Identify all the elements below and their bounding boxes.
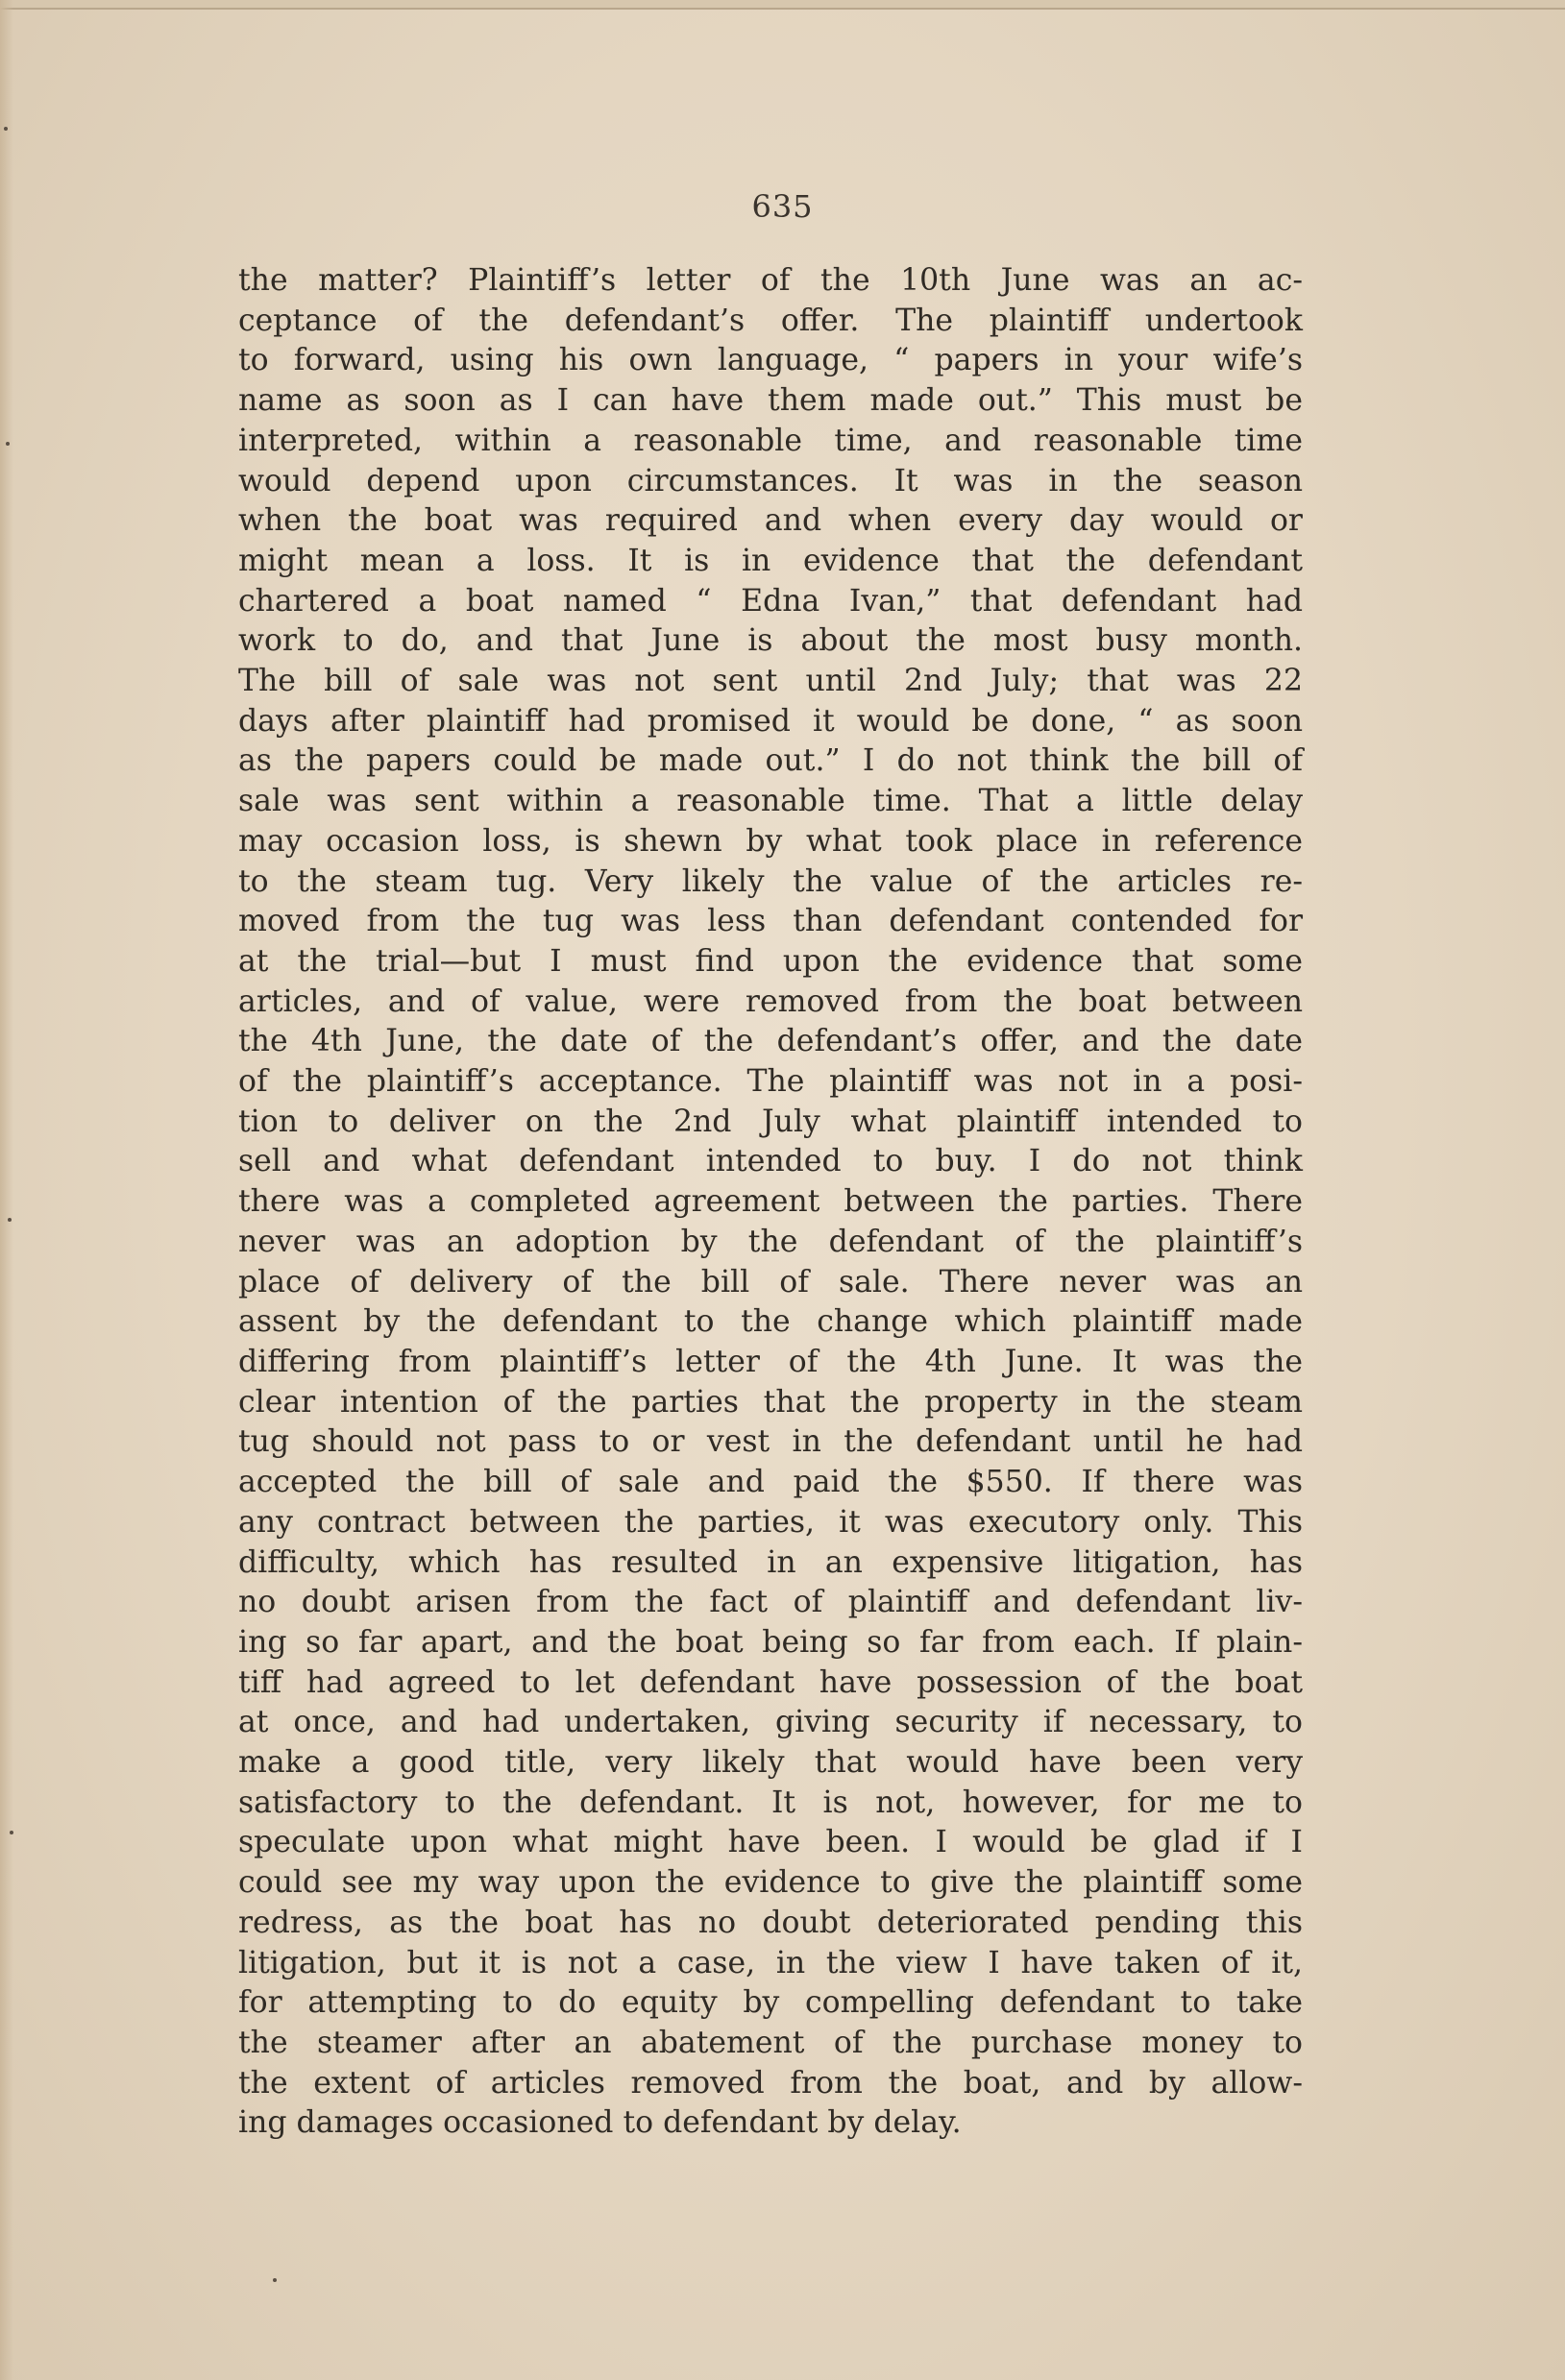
paper-speck xyxy=(8,1218,12,1222)
text-line: no doubt arisen from the fact of plaintiff and defendant liv- xyxy=(238,1585,1303,1620)
text-line: differing from plaintiff’s letter of the 4th June. It was the xyxy=(238,1344,1303,1379)
text-line: at once, and had undertaken, giving security if necessary, to xyxy=(238,1705,1303,1740)
text-line: moved from the tug was less than defendant contended for xyxy=(238,904,1303,939)
text-line: sale was sent within a reasonable time. That a little delay xyxy=(238,784,1303,819)
text-line: days after plaintiff had promised it would be done, “ as soon xyxy=(238,703,1303,739)
text-line: make a good title, very likely that would have been very xyxy=(238,1745,1303,1781)
paper-speck xyxy=(273,2278,277,2282)
text-line: any contract between the parties, it was executory only. This xyxy=(238,1504,1303,1540)
text-line: of the plaintiff’s acceptance. The plaintiff was not in a posi- xyxy=(238,1064,1303,1100)
text-line: assent by the defendant to the change which plaintiff made xyxy=(238,1304,1303,1340)
text-line: name as soon as I can have them made out.” This must be xyxy=(238,383,1303,419)
text-line: the extent of articles removed from the boat, and by allow- xyxy=(238,2065,1303,2101)
text-line: chartered a boat named “ Edna Ivan,” that defendant had xyxy=(238,583,1303,619)
text-line: difficulty, which has resulted in an expensive litigation, has xyxy=(238,1544,1303,1580)
text-line: ing damages occasioned to defendant by delay. xyxy=(238,2105,962,2141)
text-line: there was a completed agreement between the parties. There xyxy=(238,1184,1303,1220)
paper-speck xyxy=(6,442,10,446)
top-edge-rule xyxy=(0,0,1565,10)
text-line: tion to deliver on the 2nd July what plaintiff intended to xyxy=(238,1104,1303,1139)
page-number: 635 xyxy=(751,188,814,225)
text-line: never was an adoption by the defendant of the plaintiff’s xyxy=(238,1224,1303,1259)
text-line: as the papers could be made out.” I do not think the bill of xyxy=(238,743,1303,779)
paper-speck xyxy=(4,127,8,131)
text-line: sell and what defendant intended to buy. I do not think xyxy=(238,1144,1303,1179)
text-line: litigation, but it is not a case, in the view I have taken of it, xyxy=(238,1945,1303,1980)
text-line: satisfactory to the defendant. It is not, however, for me to xyxy=(238,1785,1303,1820)
text-line: would depend upon circumstances. It was in the season xyxy=(238,463,1303,498)
text-line: the steamer after an abatement of the purchase money to xyxy=(238,2025,1303,2060)
text-line: place of delivery of the bill of sale. There never was an xyxy=(238,1264,1303,1299)
text-line: accepted the bill of sale and paid the $550. If there was xyxy=(238,1465,1303,1500)
text-line: to forward, using his own language, “ papers in your wife’s xyxy=(238,343,1303,378)
text-line: tiff had agreed to let defendant have possession of the boat xyxy=(238,1664,1303,1700)
text-line: may occasion loss, is shewn by what took place in reference xyxy=(238,823,1303,859)
text-line: speculate upon what might have been. I would be glad if I xyxy=(238,1825,1303,1860)
text-line: work to do, and that June is about the most busy month. xyxy=(238,623,1303,659)
text-line: when the boat was required and when every day would or xyxy=(238,503,1303,539)
text-line: The bill of sale was not sent until 2nd July; that was 22 xyxy=(238,664,1303,699)
paper-speck xyxy=(10,1831,13,1834)
text-line: might mean a loss. It is in evidence that the defendant xyxy=(238,543,1303,578)
text-line: for attempting to do equity by compelling defendant to take xyxy=(238,1985,1303,2021)
text-line: ing so far apart, and the boat being so far from each. If plain- xyxy=(238,1624,1303,1660)
text-line: clear intention of the parties that the property in the steam xyxy=(238,1384,1303,1420)
text-line: redress, as the boat has no doubt deteriorated pending this xyxy=(238,1905,1303,1940)
text-line: articles, and of value, were removed from the boat between xyxy=(238,984,1303,1019)
text-line: the 4th June, the date of the defendant’s offer, and the date xyxy=(238,1024,1303,1059)
text-line: ceptance of the defendant’s offer. The plaintiff undertook xyxy=(238,303,1303,338)
text-line: could see my way upon the evidence to give the plaintiff some xyxy=(238,1865,1303,1901)
body-paragraph xyxy=(238,261,1303,2144)
text-line: interpreted, within a reasonable time, and reasonable time xyxy=(238,423,1303,458)
text-line: the matter? Plaintiff’s letter of the 10th June was an ac- xyxy=(238,263,1303,298)
text-line: tug should not pass to or vest in the defendant until he had xyxy=(238,1424,1303,1460)
text-line: at the trial—but I must find upon the evidence that some xyxy=(238,943,1303,979)
left-page-edge xyxy=(0,0,13,2380)
text-line: to the steam tug. Very likely the value of the articles re- xyxy=(238,863,1303,899)
